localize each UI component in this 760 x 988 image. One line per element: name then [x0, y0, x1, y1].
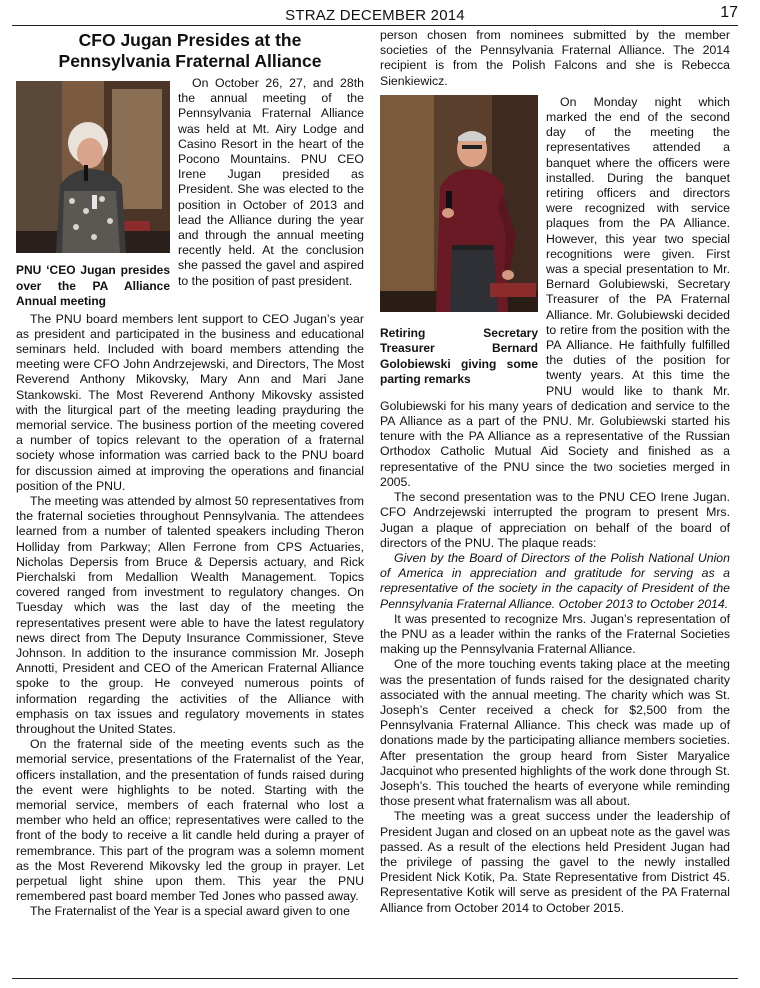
- col2-para-2: On Monday night which marked the end of the second day of the meeting the representatives attended a banquet where the officers were installed. During the banquet retiring officers and directors were recognized with service plaques from the PA Alliance. However, this year two special recognitions were given. First was a special presentation to Mr. Bernard Golubiewski, Secretary Treasurer of the PA Fraternal Alliance. Mr. Golubiewski decided to retire from the position with the PA Alliance. He faithfully fulfilled the duties of the position for twenty years. At this time the PNU would like to thank Mr. Golubiewski for his many years of dedication and service to the PA Alliance as a part of the PNU. Mr. Golubiewski started his tenure with the PA Alliance as a representative of the Russian Orthodox Catholic Mutual Aid Society and finished as a representative of the PNU since the two societies merged in 2005.: [380, 94, 730, 489]
- col2-para-6: One of the more touching events taking place at the meeting was the presentation of funds raised for the designated charity associated with the annual meeting. The charity which was St. Joseph’s Center received a check for $2,500 from the Pennsylvania Fraternal Alliance. This check was made up of donations made by the participating alliance members societies. After presentation the group heard from Sister Maryalice Jacquinot who presented highlights of the work done through St. Joseph’s. This touched the hearts of everyone while reminding those present what fraternalism was all about.: [380, 657, 731, 809]
- col1-para-2: The PNU board members lent support to CEO Jugan’s year as president and participated in the business and educational seminars held. Included with board members attending the meeting were CFO John Andrzejewski, and Directors, The Most Reverend Anthony Mikovsky, Mary Ann and Mari Jane Stankowski. The Most Reverend Anthony Mikovsky assisted with the liturgical part of the meeting leading prayduring the memorial service. The business portion of the meeting covered a number of topics relevant to the operation of a fraternal society whose information was carried back to the PNU board for discussion aimed at improving the operations and financial position of the PNU.: [16, 311, 364, 493]
- col1-para-3: The meeting was attended by almost 50 representatives from the fraternal societies throughout Pennsylvania. The attendees learned from a number of talented speakers including Theron Holliday from Parkway; Allen Ferrone from CPS Actuaries, Nicholas Depersis from Bruce & Depersis actuary, and Rick Pierchalski from Medallion Wealth Management. Topics covered ranged from investment to regulatory changes. On Tuesday which was the last day of the meeting the representatives present were able to have the latest regulatory news direct from The Deputy Insurance Commissioner, Steve Johnson. In addition to the insurance commission Mr. Joseph Annotti, President and CEO of the American Fraternal Alliance spoke to the group. He conveyed numerous points of information regarding the activities of the Alliance with emphasis on tax issues and regulatory movements in states throughout the United States.: [16, 493, 364, 736]
- photo-golubiewski: [380, 95, 538, 388]
- page-header: [12, 4, 738, 26]
- plaque-quote: Given by the Board of Directors of the Polish National Union of America in appreciation and gratitude for serving as a representative of the society in the capacity of President of the Pennsylvania Fraternal Alliance. October 2013 to October 2014.: [380, 550, 730, 611]
- photo-ceo-jugan-image: [16, 81, 170, 253]
- article-headline: CFO Jugan Presides at the Pennsylvania Fraternal Alliance: [58, 30, 322, 71]
- right-column: [380, 28, 730, 916]
- col2-para-7: The meeting was a great success under the leadership of President Jugan and closed on an upbeat note as the gavel was passed. As a result of the elections held President Jugan had the privilege of passing the gavel to the newly installed President Nick Kotik, Pa. State Representative from District 45. Representative Kotik will serve as president of the PA Fraternal Alliance from October 2014 to October 2015.: [380, 809, 730, 915]
- photo-golubiewski-image: [380, 95, 538, 312]
- col1-para-5: The Fraternalist of the Year is a special award given to one: [30, 904, 350, 919]
- header-rule: [12, 25, 738, 26]
- photo2-caption: Retiring Secretary Treasurer Bernard Golobiewski giving some parting remarks: [380, 325, 538, 387]
- left-column: [16, 28, 364, 920]
- col2-para-3: The second presentation was to the PNU CEO Irene Jugan. CFO Andrzejewski interrupted the program to present Mrs. Jugan a plaque of appreciation on behalf of the board of directors of the PNU. The plaque reads:: [380, 490, 730, 550]
- footer-rule: [12, 978, 738, 979]
- photo1-caption: PNU ‘CEO Jugan presides over the PA Alliance Annual meeting: [16, 263, 170, 308]
- photo-ceo-jugan: [16, 81, 170, 310]
- col1-para-1: On October 26, 27, and 28th the annual meeting of the Pennsylvania Fraternal Alliance was held at Mt. Airy Lodge and Casino Resort in the heart of the Pocono Mountains. PNU CEO Irene Jugan presided as President. She was elected to the position in October of 2013 and lead the Alliance during the year and through the annual meeting recently held. At the conclusion she passed the gavel and aspired to the position of past president.: [178, 76, 364, 288]
- col2-para-1: person chosen from nominees submitted by the member societies of the Pennsylvania Fraternal Alliance. The 2014 recipient is from the Polish Falcons and she is Rebecca Sienkiewicz.: [380, 28, 730, 88]
- col2-para-5: It was presented to recognize Mrs. Jugan’s representation of the PNU as a leader within the ranks of the Fraternal Societies making up the Pennsylvania Fraternal Alliance.: [380, 611, 730, 657]
- col1-para-4: On the fraternal side of the meeting events such as the memorial service, presentations of the Fraternalist of the Year, officers installation, and the presentation of funds raised during the event were highlights to be noted. Starting with the memorial service, members of each fraternal who lost a member who held an office; representatives were called to the front of the body to receive a lit candle held during a prayer of remembrance. This part of the program was a solemn moment as the Most Reverend Mikovsky led the group in prayer. Let perpetual light shine upon them. This year the PNU remembered past board member Ted Jones who passed away.: [16, 737, 364, 904]
- page-number: 17: [720, 4, 738, 21]
- publication-title: STRAZ DECEMBER 2014: [285, 7, 465, 24]
